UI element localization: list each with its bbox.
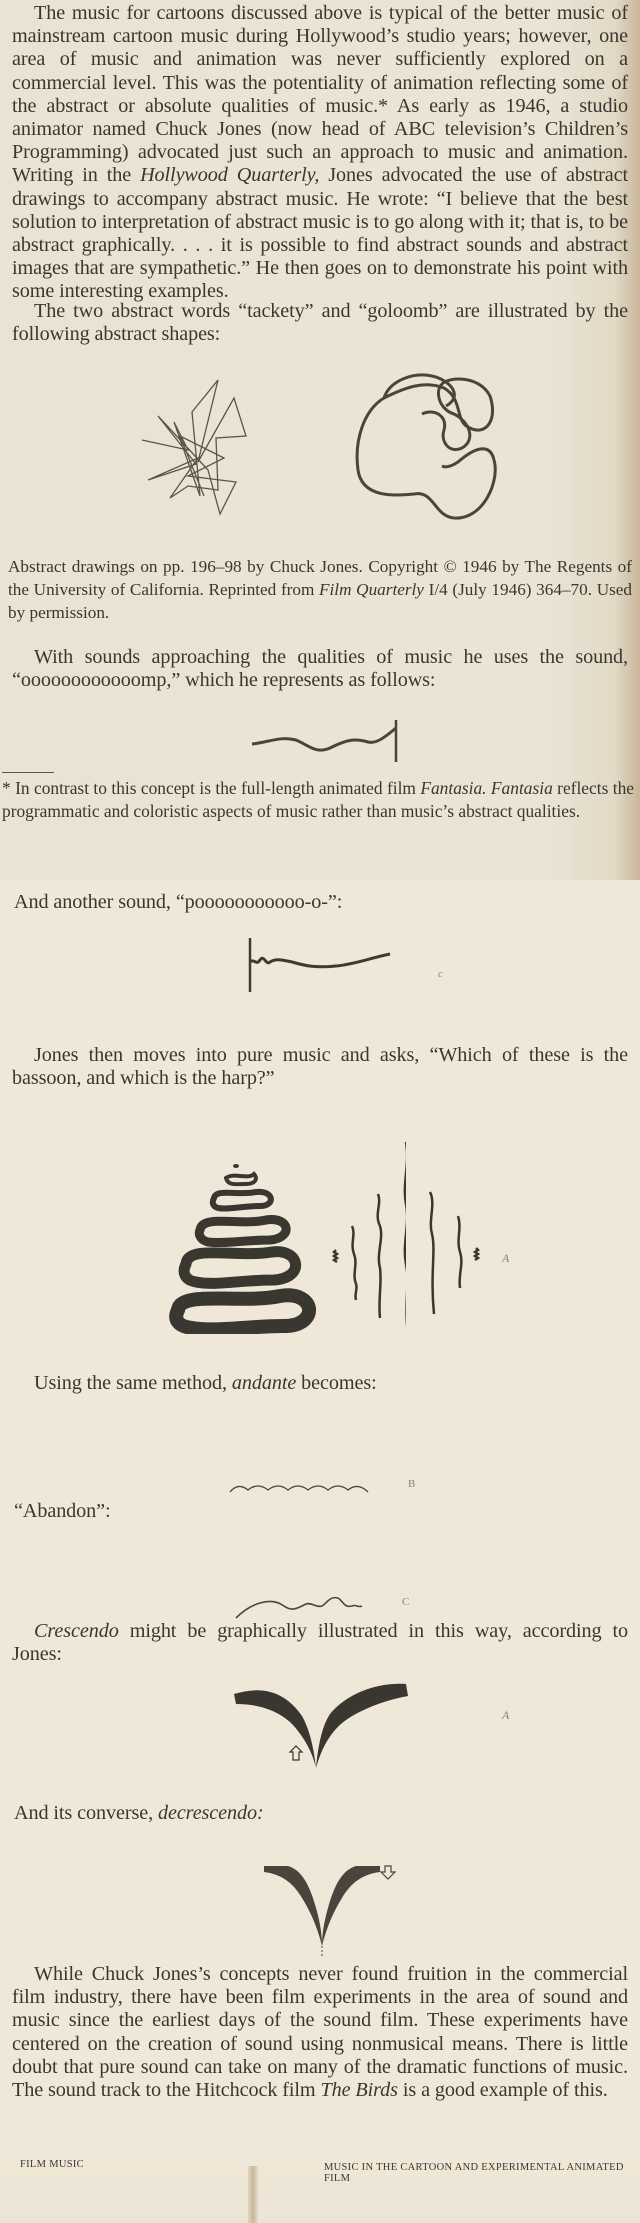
paragraph-text: Jones advocated the use of abstract drawings to accompany abstract music. He wrote: “I believe that the best solution to interpretation of abstract music is to go along with it; that is, to be abstract graphically. . . . it is possible to find abstract sounds and abstract images that are sympathetic.” He then goes on to demonstrate his point with some interesting examples. bbox=[12, 164, 628, 303]
paragraph-andante bbox=[12, 1372, 628, 1395]
crescendo-drawing bbox=[230, 1680, 510, 1780]
book-spine bbox=[248, 2166, 258, 2223]
italic-term: decrescendo: bbox=[157, 1802, 264, 1824]
margin-mark: C bbox=[402, 1596, 410, 1608]
italic-film-title: The Birds bbox=[320, 2079, 398, 2102]
paragraph-crescendo bbox=[12, 1620, 628, 1666]
paragraph-oomp: With sounds approaching the qualities of music he uses the sound, “oooooooooooomp,” which he represents as follows: bbox=[12, 646, 628, 692]
paragraph-abstract-words: The two abstract words “tackety” and “goloomb” are illustrated by the following abstract shapes: bbox=[12, 300, 628, 346]
paragraph-text: Using the same method, bbox=[34, 1372, 232, 1394]
paragraph-decrescendo bbox=[14, 1802, 630, 1825]
paragraph-pooo: And another sound, “pooooooooooo-o-”: bbox=[14, 891, 343, 913]
paragraph-experiments bbox=[12, 1963, 628, 2102]
goloomb-drawing bbox=[354, 370, 502, 525]
figure-caption bbox=[8, 555, 632, 624]
italic-journal-title: Film Quarterly bbox=[319, 580, 424, 599]
paragraph-text: becomes: bbox=[296, 1372, 377, 1394]
italic-term: andante bbox=[231, 1372, 297, 1394]
footnote bbox=[2, 777, 634, 823]
italic-film-title: Fantasia. Fantasia bbox=[420, 778, 553, 798]
margin-mark: c bbox=[438, 968, 443, 980]
paragraph-text: And its converse, bbox=[14, 1802, 158, 1824]
bassoon-harp-drawing bbox=[156, 1134, 510, 1334]
paragraph-text: is a good example of this. bbox=[397, 2079, 608, 2102]
running-head-left: FILM MUSIC bbox=[20, 2159, 84, 2170]
footnote-rule bbox=[2, 772, 54, 773]
margin-mark: A bbox=[502, 1708, 510, 1722]
decrescendo-drawing bbox=[258, 1860, 408, 1960]
paragraph-abandon: “Abandon”: bbox=[14, 1500, 111, 1522]
footnote-text: reflects the programmatic and coloristic aspects of music rather than music’s abstract qualities. bbox=[2, 778, 634, 821]
andante-drawing bbox=[228, 1478, 416, 1498]
italic-term: Crescendo bbox=[34, 1620, 119, 1642]
poooo-drawing bbox=[246, 936, 443, 994]
margin-mark: A bbox=[502, 1251, 510, 1265]
paragraph-intro bbox=[12, 2, 628, 304]
caption-text: I/4 (July 1946) 364–70. Used by permission. bbox=[8, 580, 633, 622]
caption-text: Abstract drawings on pp. 196–98 by Chuck Jones. Copyright © 1946 by The Regents of the University of California. Reprinted from bbox=[8, 557, 632, 599]
paragraph-text: While Chuck Jones’s concepts never found fruition in the commercial film industry, there have been film experiments in the area of sound and music since the earliest days of the sound film. These experiments have centered on the creation of sound using nonmusical means. There is little doubt that pure sound can take on many of the dramatic functions of music. The sound track to the Hitchcock film bbox=[12, 1963, 628, 2102]
paragraph-bassoon-harp: Jones then moves into pure music and asks, “Which of these is the bassoon, and which is the harp?” bbox=[12, 1044, 628, 1090]
tackety-drawing bbox=[138, 378, 258, 523]
italic-journal-title: Hollywood Quarterly, bbox=[140, 164, 320, 187]
margin-mark: B bbox=[408, 1478, 416, 1490]
footnote-text: * In contrast to this concept is the full-length animated film bbox=[2, 778, 421, 798]
oooomp-drawing bbox=[250, 718, 400, 763]
paragraph-text: might be graphically illustrated in this way, according to Jones: bbox=[12, 1620, 628, 1666]
running-head-right: MUSIC IN THE CARTOON AND EXPERIMENTAL ANIMATED FILM bbox=[324, 2162, 624, 2184]
paragraph-text: The music for cartoons discussed above is typical of the better music of mainstream cartoon music during Hollywood’s studio years; however, one area of music and animation was never sufficiently explored on a commercial level. This was the potentiality of animation reflecting some of the abstract or absolute qualities of music.* As early as 1946, a studio animator named Chuck Jones (now head of ABC television’s Children’s Programming) advocated just such an approach to music and animation. Writing in the bbox=[12, 2, 628, 187]
